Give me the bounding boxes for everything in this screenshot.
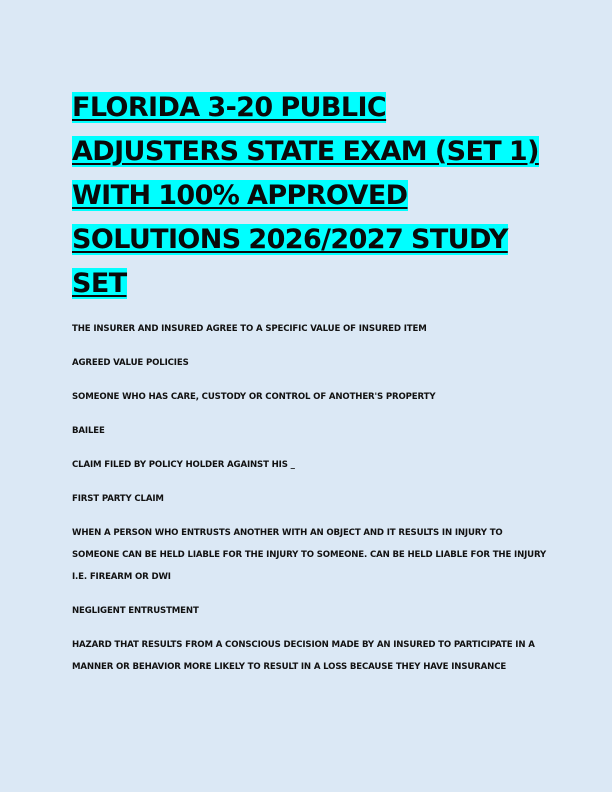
document-title-text: FLORIDA 3-20 PUBLIC ADJUSTERS STATE EXAM (SET 1) WITH 100% APPROVED SOLUTIONS 2026/2027 STUDY SET <box>72 92 539 299</box>
question-text: SOMEONE WHO HAS CARE, CUSTODY OR CONTROL OF ANOTHER'S PROPERTY <box>72 392 436 402</box>
answer-text: FIRST PARTY CLAIM <box>72 494 164 504</box>
question-text: HAZARD THAT RESULTS FROM A CONSCIOUS DECISION MADE BY AN INSURED TO PARTICIPATE IN A MANNER OR BEHAVIOR MORE LIKELY TO RESULT IN A LOSS BECAUSE THEY HAVE INSURANCE <box>72 640 535 672</box>
question-text: CLAIM FILED BY POLICY HOLDER AGAINST HIS _ <box>72 460 295 470</box>
answer-text: BAILEE <box>72 426 105 436</box>
question-text: THE INSURER AND INSURED AGREE TO A SPECIFIC VALUE OF INSURED ITEM <box>72 324 427 334</box>
answer-text: NEGLIGENT ENTRUSTMENT <box>72 606 199 616</box>
document-title <box>72 86 548 306</box>
document-page <box>72 86 548 690</box>
answer-text: AGREED VALUE POLICIES <box>72 358 189 368</box>
study-item-list <box>72 318 548 678</box>
question-text: WHEN A PERSON WHO ENTRUSTS ANOTHER WITH AN OBJECT AND IT RESULTS IN INJURY TO SOMEONE CAN BE HELD LIABLE FOR THE INJURY TO SOMEONE. CAN BE HELD LIABLE FOR THE INJURY I.E. FIREARM OR DWI <box>72 528 547 582</box>
